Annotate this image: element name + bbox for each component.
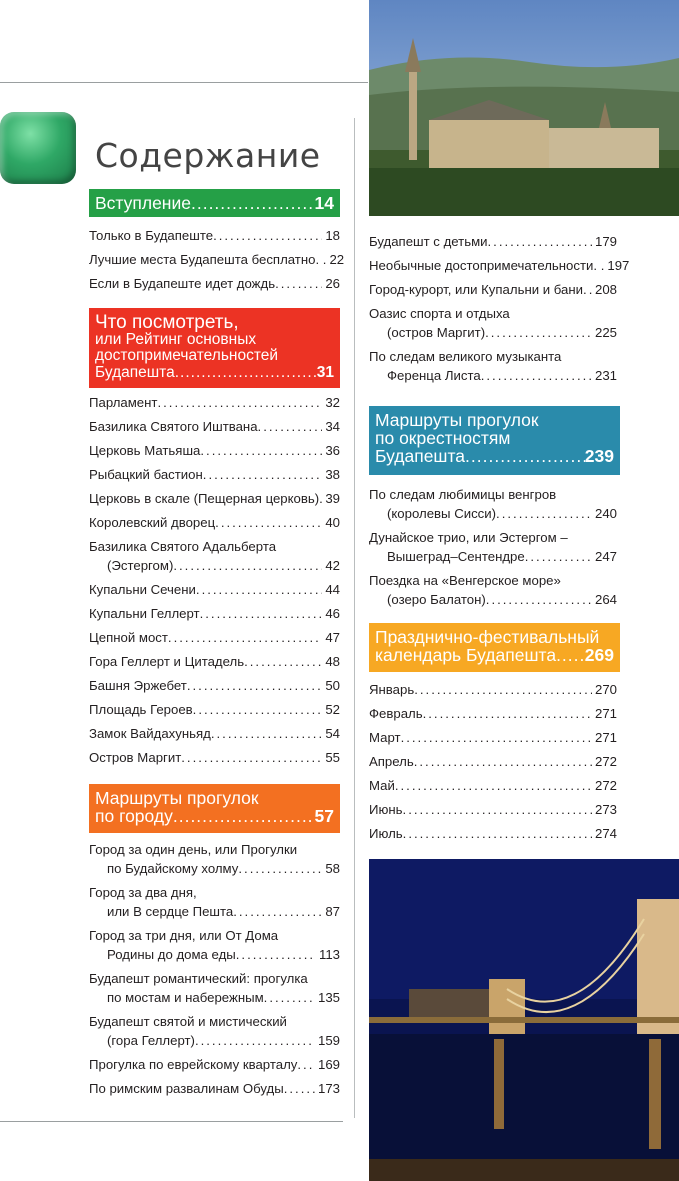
sights-list — [89, 393, 340, 772]
toc-entry-label: Дунайское трио, или Эстергом – — [369, 530, 568, 545]
dot-leader — [403, 800, 592, 819]
chain-bridge-photo — [369, 859, 679, 1181]
toc-entry-label: Церковь Матьяша — [89, 443, 201, 458]
toc-entry-page: 208 — [594, 282, 617, 297]
toc-entry[interactable] — [369, 528, 617, 566]
toc-entry[interactable] — [89, 441, 340, 460]
toc-entry-page: 272 — [594, 754, 617, 769]
toc-entry-label: Июль — [369, 826, 403, 841]
dot-leader — [423, 704, 592, 723]
toc-entry-label: Город за два дня, — [89, 885, 197, 900]
toc-entry-page: 38 — [325, 467, 340, 482]
toc-entry-label: Оазис спорта и отдыха — [369, 306, 510, 321]
toc-entry-label: (остров Маргит) — [387, 325, 486, 340]
toc-entry-page: 26 — [325, 276, 340, 291]
section-title-line: или Рейтинг основных — [95, 331, 257, 348]
dot-leader — [488, 232, 592, 251]
toc-entry-page: 58 — [325, 861, 340, 876]
toc-entry-label: Февраль — [369, 706, 423, 721]
section-page: 239 — [584, 446, 614, 466]
toc-entry[interactable] — [89, 513, 340, 532]
toc-entry-page: 54 — [325, 726, 340, 741]
section-outskirts-header[interactable] — [369, 406, 620, 475]
section-title: Вступление — [95, 193, 191, 213]
dot-leader — [233, 902, 322, 921]
dot-leader — [297, 1055, 315, 1074]
toc-entry-label: По римским развалинам Обуды — [89, 1081, 284, 1096]
toc-entry[interactable] — [89, 700, 340, 719]
toc-entry-page: 270 — [594, 682, 617, 697]
toc-entry[interactable] — [89, 417, 340, 436]
toc-entry-page: 173 — [317, 1081, 340, 1096]
toc-entry-page: 32 — [325, 395, 340, 410]
toc-entry[interactable] — [369, 776, 617, 795]
dot-leader — [481, 366, 592, 385]
toc-entry-page: 46 — [325, 606, 340, 621]
toc-entry-label: Март — [369, 730, 401, 745]
toc-entry[interactable] — [369, 824, 617, 843]
dot-leader — [211, 724, 322, 743]
toc-entry-page: 264 — [594, 592, 617, 607]
toc-entry[interactable] — [369, 485, 617, 523]
toc-entry-label: Январь — [369, 682, 415, 697]
section-title-line: Что посмотреть, — [95, 312, 239, 333]
dot-leader — [284, 1079, 315, 1098]
toc-entry-page: 36 — [325, 443, 340, 458]
toc-entry[interactable] — [89, 926, 340, 964]
dot-leader — [414, 680, 592, 699]
buda-castle-photo — [369, 0, 679, 216]
dot-leader — [196, 580, 322, 599]
dot-leader — [195, 1031, 315, 1050]
toc-entry[interactable] — [89, 748, 340, 767]
right-top-list — [369, 232, 630, 390]
toc-entry-page: 272 — [594, 778, 617, 793]
section-title-line: Будапешта — [95, 364, 175, 381]
toc-entry-label: Базилика Святого Иштвана — [89, 419, 258, 434]
toc-entry[interactable] — [369, 728, 617, 747]
toc-entry-label: Башня Эржебет — [89, 678, 187, 693]
toc-entry-label: Город за один день, или Прогулки — [89, 842, 298, 857]
toc-entry-label: или В сердце Пешта — [107, 904, 234, 919]
toc-entry-label: Замок Вайдахуньяд — [89, 726, 211, 741]
photo-graphic — [369, 0, 679, 216]
toc-entry[interactable] — [89, 465, 340, 484]
toc-entry[interactable] — [89, 537, 340, 575]
toc-entry-label: Если в Будапеште идет дождь — [89, 276, 276, 291]
toc-entry-page: 247 — [594, 549, 617, 564]
toc-entry-label: Город-курорт, или Купальни и бани — [369, 282, 584, 297]
toc-entry-label: Остров Маргит — [89, 750, 182, 765]
toc-entry[interactable] — [369, 347, 617, 385]
toc-entry[interactable] — [369, 256, 630, 275]
toc-entry-page: 22 — [329, 252, 345, 267]
toc-entry-page: 42 — [325, 558, 340, 573]
dot-leader — [395, 776, 592, 795]
toc-entry[interactable] — [89, 1012, 340, 1050]
toc-entry[interactable] — [89, 676, 340, 695]
toc-entry-page: 18 — [325, 228, 340, 243]
toc-entry[interactable] — [89, 840, 340, 878]
toc-entry[interactable] — [89, 226, 340, 245]
top-rule — [0, 82, 368, 83]
toc-entry-page: 159 — [317, 1033, 340, 1048]
photo-graphic — [369, 859, 679, 1181]
dot-leader — [403, 824, 592, 843]
toc-entry-page: 274 — [594, 826, 617, 841]
calendar-list — [369, 680, 617, 848]
toc-entry-page: 240 — [594, 506, 617, 521]
dot-leader — [264, 988, 315, 1007]
toc-entry-page: 40 — [325, 515, 340, 530]
toc-entry-label: Май — [369, 778, 395, 793]
section-title-line: достопримечательностей — [95, 347, 279, 364]
dot-leader — [258, 417, 323, 436]
section-title-line: Маршруты прогулок — [95, 788, 259, 808]
toc-entry[interactable] — [89, 274, 340, 293]
bottom-rule — [0, 1121, 343, 1122]
toc-entry-label: Рыбацкий бастион — [89, 467, 203, 482]
section-city-walks-header[interactable] — [89, 784, 340, 833]
toc-entry-page: 55 — [325, 750, 340, 765]
toc-entry[interactable] — [89, 724, 340, 743]
toc-entry[interactable] — [89, 604, 340, 623]
toc-entry-label: (Эстергом) — [107, 558, 174, 573]
toc-entry-label: Купальни Геллерт — [89, 606, 200, 621]
dot-leader — [187, 676, 323, 695]
toc-entry-label: Гора Геллерт и Цитадель — [89, 654, 245, 669]
toc-entry-page: 179 — [594, 234, 617, 249]
toc-entry-page: 273 — [594, 802, 617, 817]
toc-entry-page: 231 — [594, 368, 617, 383]
toc-entry-label: Прогулка по еврейскому кварталу — [89, 1057, 298, 1072]
dot-leader — [157, 393, 322, 412]
section-sights-header[interactable] — [89, 308, 340, 388]
toc-entry[interactable] — [369, 800, 617, 819]
section-intro-header[interactable] — [89, 189, 340, 217]
dot-leader — [244, 652, 322, 671]
column-divider — [354, 118, 355, 1118]
section-page: 31 — [316, 364, 334, 381]
toc-entry-label: Будапешт с детьми — [369, 234, 488, 249]
toc-entry[interactable] — [369, 704, 617, 723]
dot-leader — [414, 752, 592, 771]
toc-entry-label: (озеро Балатон) — [387, 592, 486, 607]
section-title-line: Будапешта — [375, 446, 466, 466]
toc-entry-label: По следам великого музыканта — [369, 349, 562, 364]
toc-entry-label: Вышеград–Сентендре — [387, 549, 525, 564]
dot-leader — [485, 323, 592, 342]
dot-leader — [168, 628, 322, 647]
toc-entry-label: Лучшие места Будапешта бесплатно. . — [89, 252, 327, 267]
toc-entry-label: Будапешт романтический: прогулка — [89, 971, 308, 986]
toc-entry-label: по мостам и набережным — [107, 990, 264, 1005]
dot-leader — [238, 859, 322, 878]
toc-entry-page: 47 — [325, 630, 340, 645]
section-title-line: Празднично-фестивальный — [375, 627, 600, 647]
section-title-line: Маршруты прогулок — [375, 410, 539, 430]
toc-entry-label: Купальни Сечени — [89, 582, 196, 597]
section-title-line: календарь Будапешта — [375, 645, 557, 665]
toc-entry-label: Родины до дома еды — [107, 947, 236, 962]
toc-entry-label: Поездка на «Венгерское море» — [369, 573, 561, 588]
toc-entry-label: Королевский дворец — [89, 515, 216, 530]
dot-leader — [401, 728, 592, 747]
toc-entry-page: 271 — [594, 706, 617, 721]
dot-leader — [203, 465, 323, 484]
toc-entry[interactable] — [89, 250, 345, 269]
toc-entry-page: 52 — [325, 702, 340, 717]
toc-entry[interactable] — [89, 969, 340, 1007]
toc-entry[interactable] — [369, 280, 617, 299]
toc-entry-page: 225 — [594, 325, 617, 340]
dot-leader — [215, 513, 322, 532]
toc-entry[interactable] — [89, 580, 340, 599]
toc-entry-label: Апрель — [369, 754, 414, 769]
dot-leader — [200, 604, 323, 623]
section-page: 269 — [584, 645, 614, 665]
toc-entry-page: 113 — [318, 947, 340, 962]
green-gem-icon — [0, 112, 76, 184]
dot-leader — [486, 590, 592, 609]
toc-entry-label: Июнь — [369, 802, 403, 817]
outskirts-list — [369, 485, 617, 614]
toc-entry[interactable] — [89, 883, 340, 921]
toc-entry-page: 169 — [317, 1057, 340, 1072]
toc-entry-page: 44 — [325, 582, 340, 597]
section-calendar-header[interactable] — [369, 623, 620, 672]
toc-entry[interactable] — [89, 393, 340, 412]
section-page: 14 — [314, 193, 334, 213]
toc-entry[interactable] — [369, 304, 617, 342]
dot-leader — [200, 441, 322, 460]
dot-leader — [275, 274, 322, 293]
toc-entry-page: 48 — [325, 654, 340, 669]
toc-entry[interactable] — [89, 628, 340, 647]
dot-leader — [525, 547, 592, 566]
toc-entry-label: Ференца Листа — [387, 368, 481, 383]
toc-entry-label: (гора Геллерт) — [107, 1033, 195, 1048]
toc-entry-label: (королевы Сисси) — [387, 506, 497, 521]
section-title-line: по городу — [95, 806, 173, 826]
toc-entry-page: 39 — [325, 491, 340, 506]
dot-leader — [181, 748, 322, 767]
city-walks-list — [89, 840, 340, 1103]
section-title-line: по окрестностям — [375, 428, 511, 448]
dot-leader — [583, 280, 592, 299]
toc-entry-label: Город за три дня, или От Дома — [89, 928, 279, 943]
toc-entry[interactable] — [89, 1079, 340, 1098]
dot-leader — [173, 556, 322, 575]
page-title: Содержание — [95, 136, 321, 176]
toc-entry-label: Базилика Святого Адальберта — [89, 539, 277, 554]
toc-entry-page: 135 — [317, 990, 340, 1005]
toc-entry-label: Необычные достопримечательности. . — [369, 258, 605, 273]
toc-entry-label: Площадь Героев — [89, 702, 193, 717]
intro-list — [89, 226, 345, 298]
toc-entry-page: 50 — [325, 678, 340, 693]
toc-entry-page: 271 — [594, 730, 617, 745]
section-page: 57 — [314, 806, 334, 826]
toc-entry-label: по Будайскому холму — [107, 861, 239, 876]
toc-entry-page: 87 — [325, 904, 340, 919]
toc-entry[interactable] — [89, 652, 340, 671]
toc-entry-label: Цепной мост — [89, 630, 168, 645]
toc-entry-label: Церковь в скале (Пещерная церковь) — [89, 491, 320, 506]
toc-entry-page: 197 — [607, 258, 630, 273]
toc-entry[interactable] — [369, 232, 617, 251]
toc-entry-label: Парламент — [89, 395, 158, 410]
toc-entry[interactable] — [369, 752, 617, 771]
toc-entry[interactable] — [89, 1055, 340, 1074]
toc-entry-label: Будапешт святой и мистический — [89, 1014, 287, 1029]
toc-entry-page: 34 — [325, 419, 340, 434]
toc-entry[interactable] — [89, 489, 340, 508]
dot-leader — [236, 945, 316, 964]
toc-entry[interactable] — [369, 571, 617, 609]
toc-entry[interactable] — [369, 680, 617, 699]
dot-leader — [193, 700, 323, 719]
toc-entry-label: Только в Будапеште — [89, 228, 214, 243]
dot-leader — [496, 504, 592, 523]
toc-entry-label: По следам любимицы венгров — [369, 487, 557, 502]
dot-leader — [213, 226, 322, 245]
